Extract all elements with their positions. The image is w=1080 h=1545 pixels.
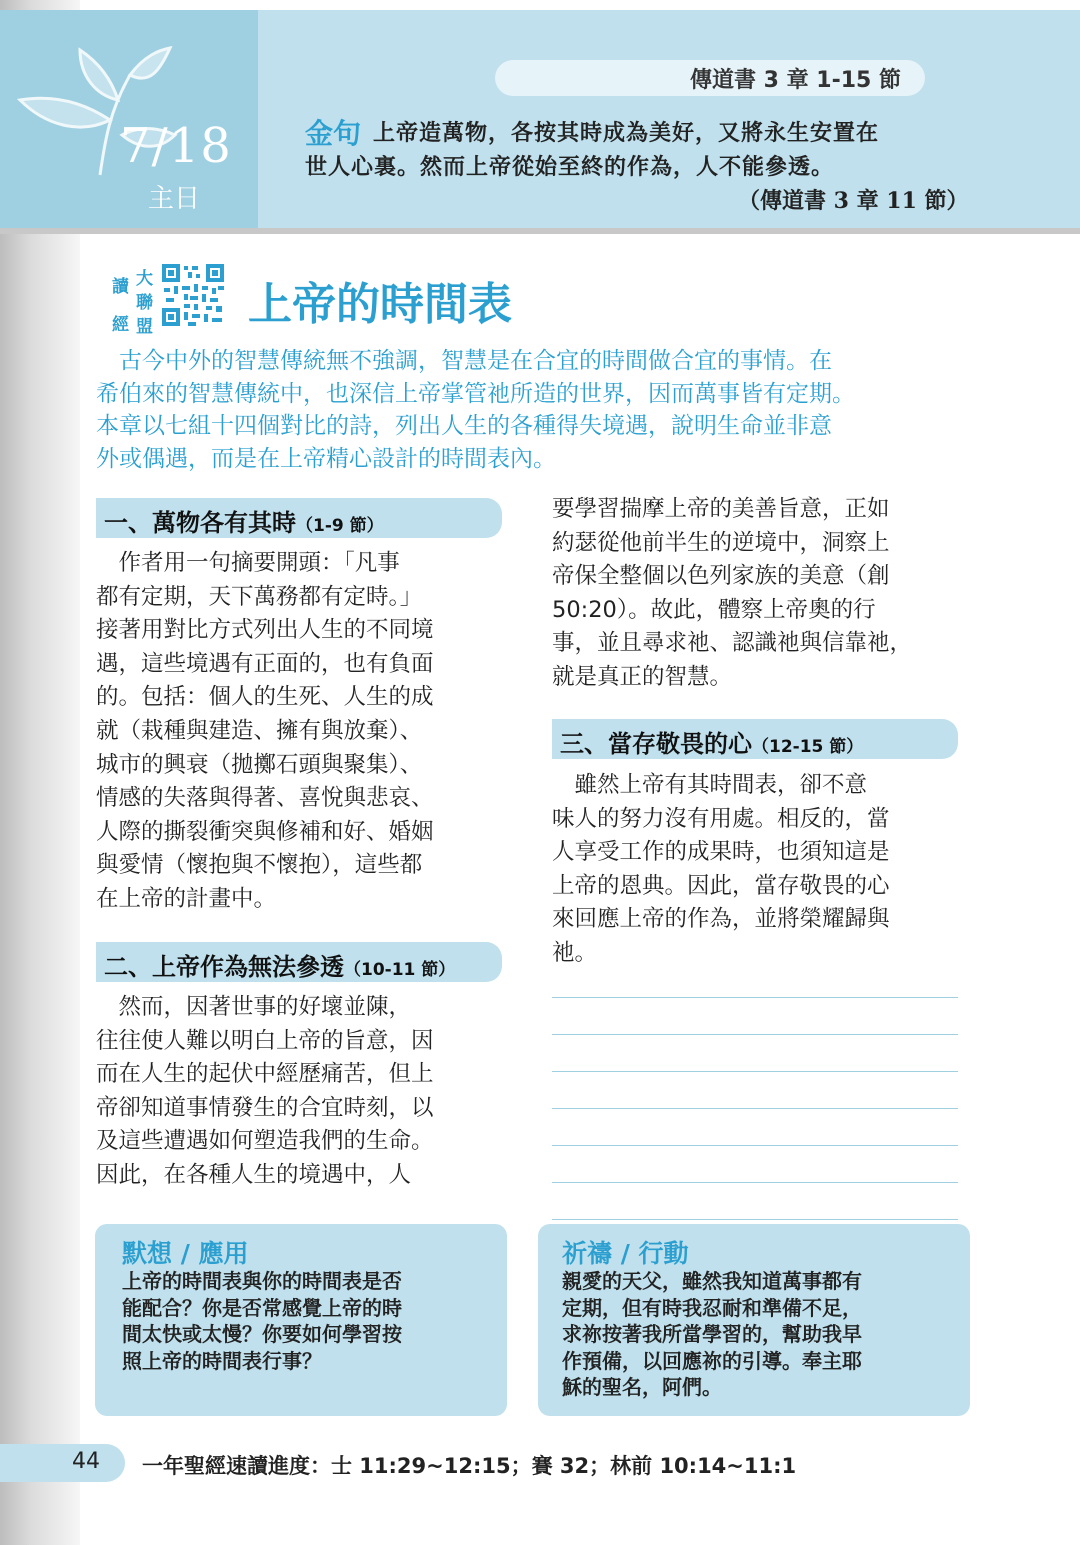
tag-char: 盟 [136,317,153,337]
body-line: 而在人生的起伏中經歷痛苦，但上 [96,1061,434,1088]
body-line: 帝卻知道事情發生的合宜時刻，以 [96,1094,434,1121]
golden-verse-line-1: 上帝造萬物，各按其時成為美好，又將永生安置在 [373,120,880,146]
prayer-body [562,1268,862,1401]
box-line: 定期，但有時我忍耐和準備不足， [562,1295,862,1320]
tag-char: 讀 [112,277,129,297]
section-1-ref: （1-9 節） [296,516,384,536]
body-line: 約瑟從他前半生的逆境中，洞察上 [552,529,890,556]
section-3-heading [552,719,958,759]
body-line: 上帝的恩典。因此，當存敬畏的心 [552,872,890,899]
page-title: 上帝的時間表 [248,279,512,330]
body-line: 與愛情（懷抱與不懷抱），這些都 [96,852,423,879]
section-1-heading [96,498,502,538]
section-2-ref: （10-11 節） [344,960,456,980]
body-line: 作者用一句摘要開頭：「凡事 [96,550,400,576]
body-line: 城市的興衰（拋擲石頭與聚集）、 [96,751,423,778]
meditation-title: 默想 / 應用 [122,1239,249,1268]
meditation-body [122,1268,402,1374]
golden-verse-reference: （傳道書 3 章 11 節） [738,188,969,214]
section-3-title: 三、當存敬畏的心 [560,730,752,758]
section-2-body [96,991,434,1193]
note-line [552,1108,958,1109]
tag-char: 大 [136,269,153,289]
note-line [552,997,958,998]
box-line: 求祢按著我所當學習的，幫助我早 [562,1322,862,1346]
page-number-pill [0,1444,125,1482]
intro-line: 本章以七組十四個對比的詩，列出人生的各種得失境遇，說明生命並非意 [96,413,832,439]
body-line: 就是真正的智慧。 [552,663,733,690]
body-line: 人享受工作的成果時，也須知這是 [552,839,890,866]
section-2-title: 二、上帝作為無法參透 [104,953,344,981]
body-line: 來回應上帝的作為，並將榮耀歸與 [552,906,890,933]
section-3-ref: （12-15 節） [752,737,864,757]
body-line: 的。包括：個人的生死、人生的成 [96,684,434,711]
body-line: 雖然上帝有其時間表，卻不意 [552,772,868,798]
section-2-heading [96,942,502,982]
body-line: 帝保全整個以色列家族的美意（創 [552,563,890,590]
body-line: 遇，這些境遇有正面的，也有負面 [96,650,434,677]
box-line: 能配合？你是否常感覺上帝的時 [122,1295,402,1320]
section-1-body [96,547,434,917]
weekday: 主日 [148,184,201,214]
body-line: 及這些遭遇如何塑造我們的生命。 [96,1128,434,1155]
body-line: 然而，因著世事的好壞並陳， [96,994,412,1020]
body-line: 味人的努力沒有用處。相反的，當 [552,805,890,832]
box-line: 照上帝的時間表行事？ [122,1348,322,1373]
body-line: 祂。 [552,939,598,966]
prayer-title: 祈禱 / 行動 [562,1239,689,1268]
note-line [552,1145,958,1146]
body-line: 事，並且尋求祂、認識祂與信靠祂， [552,630,913,657]
body-line: 因此，在各種人生的境遇中，人 [96,1161,412,1188]
right-column-continuation [552,493,912,695]
body-line: 要學習揣摩上帝的美善旨意，正如 [552,496,890,522]
tag-char: 聯 [136,293,153,313]
tag-char: 經 [112,315,129,335]
note-line [552,1034,958,1035]
date: 7/18 [120,118,232,174]
page-number: 44 [72,1449,100,1474]
box-line: 上帝的時間表與你的時間表是否 [122,1269,402,1293]
body-line: 都有定期，天下萬務都有定時。」 [96,583,423,610]
intro-line: 古今中外的智慧傳統無不強調，智慧是在合宜的時間做合宜的事情。在 [96,348,832,374]
passage-reference: 傳道書 3 章 1-15 節 [690,68,901,93]
intro-paragraph [96,345,962,475]
intro-line: 希伯來的智慧傳統中，也深信上帝掌管祂所造的世界，因而萬事皆有定期。 [96,380,855,407]
intro-line: 外或偶遇，而是在上帝精心設計的時間表內。 [96,445,556,472]
note-line [552,1071,958,1072]
body-line: 接著用對比方式列出人生的不同境 [96,617,434,644]
body-line: 人際的撕裂衝突與修補和好、婚姻 [96,818,434,845]
body-line: 情感的失落與得著、喜悅與悲哀、 [96,785,434,812]
reading-plan: 一年聖經速讀進度：士 11:29~12:15；賽 32；林前 10:14~11:1 [142,1454,797,1478]
box-line: 間太快或太慢？你要如何學習按 [122,1322,402,1346]
box-line: 作預備，以回應祢的引導。奉主耶 [562,1348,862,1373]
body-line: 就（栽種與建造、擁有與放棄）、 [96,717,423,744]
body-line: 50:20）。故此，體察上帝奧的行 [552,596,876,623]
golden-verse-label: 金句 [305,117,362,150]
header-divider [0,228,1080,234]
note-line [552,1182,958,1183]
box-line: 親愛的天父，雖然我知道萬事都有 [562,1269,862,1293]
section-3-body [552,769,890,971]
note-line [552,1219,958,1220]
body-line: 往往使人難以明白上帝的旨意，因 [96,1027,434,1054]
box-line: 穌的聖名，阿們。 [562,1375,722,1399]
body-line: 在上帝的計畫中。 [96,885,277,912]
section-1-title: 一、萬物各有其時 [104,509,296,537]
golden-verse-line-2: 世人心裏。然而上帝從始至終的作為，人不能參透。 [305,154,835,180]
qr-code-icon[interactable] [160,262,226,328]
